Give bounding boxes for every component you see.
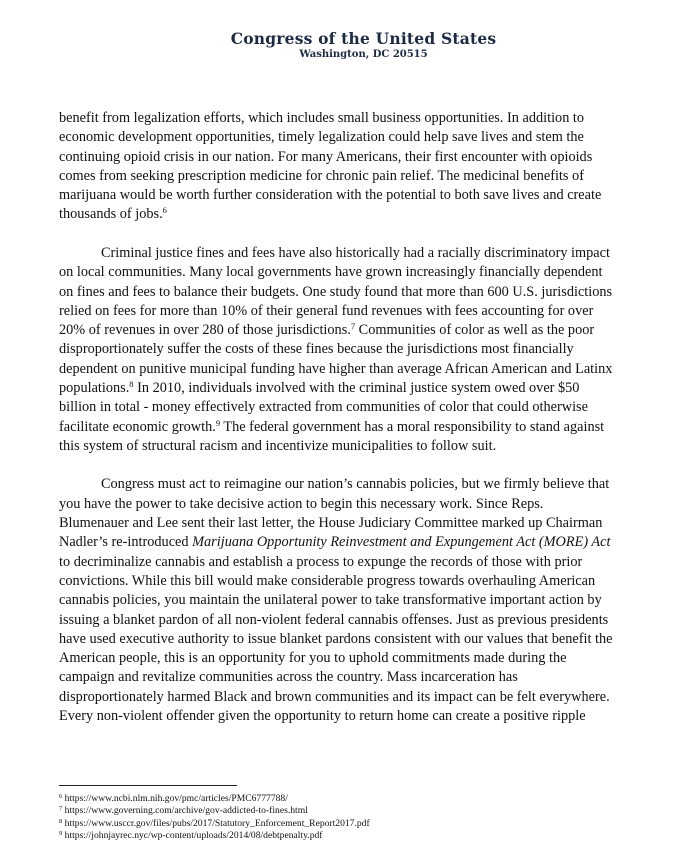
footnote-6 <box>59 793 643 805</box>
footnote-number: 9 <box>59 830 63 838</box>
text-line: marijuana would be worth further consideration with the potential to both save lives and create <box>59 187 602 204</box>
footnote-number: 6 <box>59 793 63 800</box>
footnote-8 <box>59 818 643 830</box>
text-line: this system of structural racism and incentivize municipalities to follow suit. <box>59 437 497 454</box>
text-line <box>59 418 643 437</box>
footnote-link[interactable]: https://johnjayrec.nyc/wp-content/uploads/2014/08/debtpenalty.pdf <box>64 830 323 842</box>
text-fragment: The federal government has a moral responsibility to stand against <box>220 418 605 435</box>
text-line: American people, this is an opportunity for you to uphold commitments made during the <box>59 650 567 667</box>
text-line: comes from seeking prescription medicine for chronic pain relief. The medicinal benefits of <box>59 167 584 184</box>
letterhead <box>0 30 693 62</box>
text-line <box>59 205 643 224</box>
text-line: cannabis policies, you maintain the unilateral power to take transformative important action by <box>59 592 602 609</box>
paragraph-fines-and-fees <box>59 244 643 456</box>
text-line <box>59 533 643 552</box>
text-line: issuing a blanket pardon of all non-violent federal cannabis offenses. Just as previous presidents <box>59 611 609 628</box>
text-line: disproportionately harmed Black and brown communities and its impact can be felt everywhere. <box>59 688 610 705</box>
text-line: on fines and fees to balance their budgets. One study found that more than 600 U.S. jurisdictions <box>59 283 613 300</box>
footnote-ref-8: 8 <box>129 379 134 390</box>
text-line: to decriminalize cannabis and establish a process to expunge the records of those with prior <box>59 553 583 570</box>
footnote-link[interactable]: https://www.ncbi.nlm.nih.gov/pmc/articles/PMC6777788/ <box>64 793 288 804</box>
text-fragment: Communities of color as well as the poor <box>355 322 595 339</box>
footnote-9 <box>59 830 643 842</box>
footnote-divider <box>59 785 237 786</box>
text-line: convictions. While this bill would make considerable progress towards overhauling American <box>59 572 596 589</box>
paragraph-legalization-benefits <box>59 109 643 225</box>
text-line: benefit from legalization efforts, which includes small business opportunities. In addition to <box>59 110 585 126</box>
text-line <box>59 244 643 263</box>
footnote-number: 8 <box>59 817 63 825</box>
footnote-ref-6: 6 <box>162 205 167 216</box>
letterhead-title: Congress of the United States <box>230 29 497 48</box>
footnote-7 <box>59 805 643 817</box>
footnote-number: 7 <box>59 805 63 813</box>
text-fragment: facilitate economic growth. <box>59 418 216 435</box>
text-fragment: populations. <box>59 380 130 397</box>
footnote-link[interactable]: https://www.governing.com/archive/gov-addicted-to-fines.html <box>64 805 308 817</box>
text-fragment: Congress must act to reimagine our nation’s cannabis policies, but we firmly believe that <box>101 476 610 493</box>
text-fragment: 20% of revenues in over 280 of those jurisdictions. <box>59 322 351 339</box>
text-fragment: thousands of jobs. <box>59 206 163 223</box>
text-line: Every non-violent offender given the opportunity to return home can create a positive ripple <box>59 707 586 724</box>
text-line <box>59 379 643 398</box>
text-fragment: Criminal justice fines and fees have also historically had a racially discriminatory impact <box>101 244 610 261</box>
footnote-ref-7: 7 <box>350 321 356 332</box>
text-line <box>59 475 643 494</box>
footnotes <box>59 793 643 843</box>
text-line: dependent on punitive municipal funding have higher than average African American and Latinx <box>59 360 613 377</box>
letterhead-address: Washington, DC 20515 <box>299 49 428 60</box>
letter-body <box>59 109 643 745</box>
text-line <box>59 321 643 340</box>
text-fragment: In 2010, individuals involved with the criminal justice system owed over $50 <box>133 380 580 397</box>
footnote-link[interactable]: https://www.usccr.gov/files/pubs/2017/Statutory_Enforcement_Report2017.pdf <box>64 817 370 829</box>
text-line: relied on fees for more than 10% of their general fund revenues with fees accounting for over <box>59 302 594 319</box>
text-line: Blumenauer and Lee sent their last letter, the House Judiciary Committee marked up Chairman <box>59 515 603 532</box>
bill-title: Marijuana Opportunity Reinvestment and Expungement Act (MORE) Act <box>192 534 611 551</box>
text-line: you have the power to take decisive action to begin this necessary work. Since Reps. <box>59 495 544 512</box>
text-line: campaign and revitalize communities across the country. Mass incarceration has <box>59 669 518 686</box>
text-line: economic development opportunities, timely legalization could help save lives and stem the <box>59 129 584 146</box>
footnote-ref-9: 9 <box>215 417 221 428</box>
text-fragment: Nadler’s re-introduced <box>59 534 193 551</box>
text-line: on local communities. Many local governments have grown increasingly financially dependent <box>59 264 603 281</box>
text-line: have used executive authority to issue blanket pardons consistent with our values that benefit the <box>59 630 613 647</box>
text-line: continuing opioid crisis in our nation. For many Americans, their first encounter with opioids <box>59 148 593 165</box>
text-line: billion in total - money effectively extracted from communities of color that could otherwise <box>59 399 588 416</box>
text-line: disproportionately suffer the costs of these fines because the jurisdictions most financially <box>59 341 574 358</box>
paragraph-congress-must-act <box>59 475 643 726</box>
